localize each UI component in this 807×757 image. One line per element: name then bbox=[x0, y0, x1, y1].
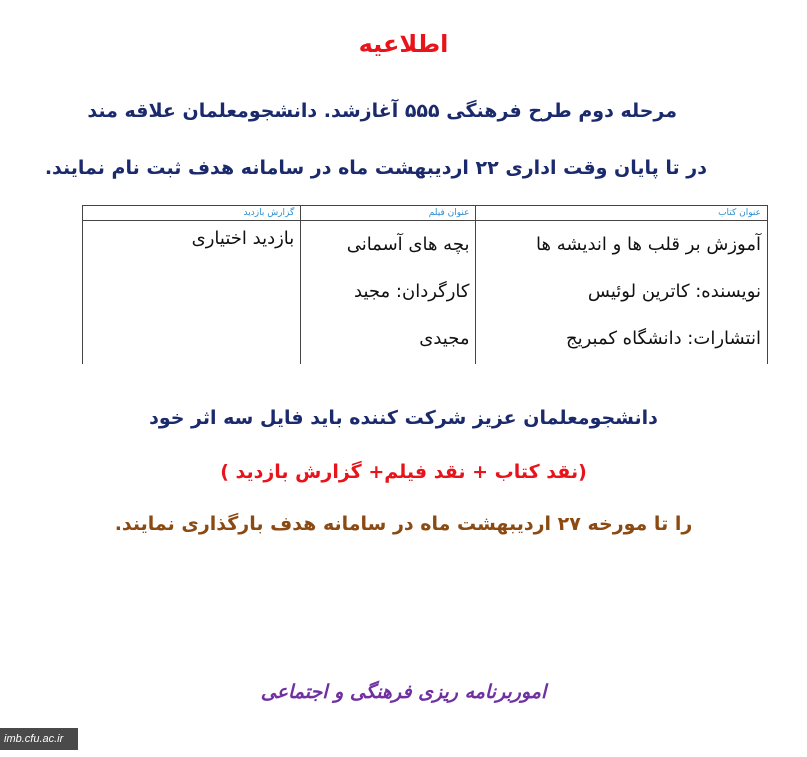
visit-cell bbox=[83, 221, 301, 365]
intro-line-1: مرحله دوم طرح فرهنگی ۵۵۵ آغازشد. دانشجومعلمان علاقه مند bbox=[87, 100, 677, 122]
book-title: آموزش بر قلب ها و اندیشه ها bbox=[536, 234, 761, 255]
film-cell bbox=[301, 221, 476, 365]
header-visit-report: گزارش بازدید bbox=[83, 206, 301, 221]
footer-department: اموربرنامه ریزی فرهنگی و اجتماعی bbox=[260, 681, 547, 703]
film-director: کارگردان: مجید bbox=[354, 281, 470, 302]
table-header-row bbox=[83, 206, 768, 221]
program-table bbox=[82, 205, 768, 364]
table-row bbox=[83, 221, 768, 365]
site-watermark: imb.cfu.ac.ir bbox=[0, 728, 78, 750]
book-author: نویسنده: کاترین لوئیس bbox=[587, 281, 761, 302]
visit-text: بازدید اختیاری bbox=[191, 228, 295, 249]
header-book-title: عنوان کتاب bbox=[476, 206, 768, 221]
film-title: بچه های آسمانی bbox=[346, 234, 470, 255]
instruction-line-2: (نقد کتاب + نقد فیلم+ گزارش بازدید ) bbox=[220, 461, 587, 483]
book-publisher: انتشارات: دانشگاه کمبریج bbox=[565, 328, 761, 349]
book-cell bbox=[476, 221, 768, 365]
header-film-title: عنوان فیلم bbox=[301, 206, 476, 221]
film-director-cont: مجیدی bbox=[419, 328, 470, 349]
intro-line-2: در تا پایان وقت اداری ۲۲ اردیبهشت ماه در سامانه هدف ثبت نام نمایند. bbox=[44, 157, 707, 179]
instruction-line-1: دانشجومعلمان عزیز شرکت کننده باید فایل سه اثر خود bbox=[149, 407, 658, 429]
instruction-line-3: را تا مورخه ۲۷ اردیبهشت ماه در سامانه هدف بارگذاری نمایند. bbox=[114, 513, 693, 535]
announcement-title: اطلاعیه bbox=[358, 30, 449, 58]
